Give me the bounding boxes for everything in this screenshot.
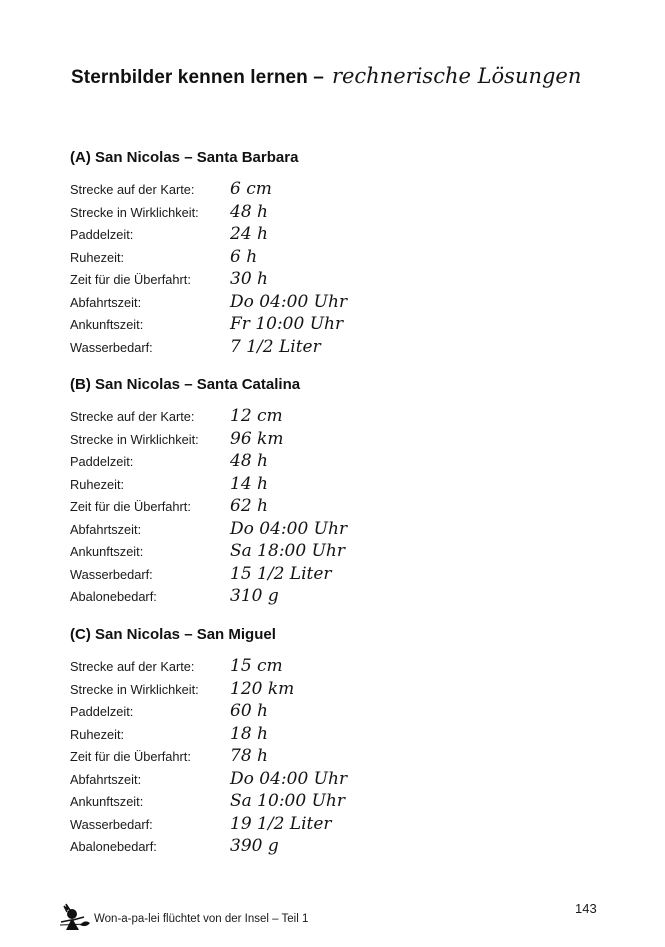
row-label: Wasserbedarf: bbox=[70, 566, 153, 582]
row-value: 62 h bbox=[230, 496, 268, 516]
answer-row bbox=[70, 814, 590, 837]
row-value: 7 1/2 Liter bbox=[230, 336, 321, 357]
page-footer bbox=[58, 903, 608, 931]
row-value: 30 h bbox=[230, 269, 268, 289]
section-b bbox=[70, 376, 590, 609]
title-printed: Sternbilder kennen lernen – bbox=[71, 67, 324, 88]
row-value: Do 04:00 Uhr bbox=[230, 291, 348, 312]
page-title bbox=[71, 64, 581, 89]
row-value: 48 h bbox=[230, 451, 268, 471]
row-value: Do 04:00 Uhr bbox=[230, 518, 348, 539]
answer-row bbox=[70, 247, 590, 270]
row-label: Strecke auf der Karte: bbox=[70, 409, 195, 424]
section-a bbox=[70, 149, 590, 359]
answer-row bbox=[70, 269, 590, 292]
row-value: 60 h bbox=[230, 701, 268, 721]
answer-row bbox=[70, 474, 590, 497]
footer-text: Won-a-pa-lei flüchtet von der Insel – Teil 1 bbox=[94, 913, 309, 925]
answer-row bbox=[70, 586, 590, 609]
row-value: 24 h bbox=[230, 224, 268, 244]
row-value: 96 km bbox=[230, 428, 284, 449]
row-value: Do 04:00 Uhr bbox=[230, 768, 348, 789]
answer-list bbox=[70, 179, 590, 359]
answer-row bbox=[70, 202, 590, 225]
row-value: 14 h bbox=[230, 473, 268, 494]
row-value: 15 1/2 Liter bbox=[230, 563, 332, 584]
row-label: Zeit für die Überfahrt: bbox=[70, 499, 191, 514]
row-label: Ruhezeit: bbox=[70, 249, 125, 265]
row-value: 19 1/2 Liter bbox=[230, 813, 332, 834]
row-label: Ankunftszeit: bbox=[70, 317, 144, 332]
answer-row bbox=[70, 496, 590, 519]
title-handwritten: rechnerische Lösungen bbox=[331, 64, 582, 88]
row-value: 15 cm bbox=[230, 656, 283, 676]
section-heading: (B) San Nicolas – Santa Catalina bbox=[70, 376, 301, 393]
row-label: Zeit für die Überfahrt: bbox=[70, 749, 191, 764]
row-label: Strecke in Wirklichkeit: bbox=[70, 431, 199, 447]
row-value: 48 h bbox=[230, 201, 268, 222]
answer-row bbox=[70, 179, 590, 202]
answer-row bbox=[70, 451, 590, 474]
answer-row bbox=[70, 519, 590, 542]
row-value: 18 h bbox=[230, 723, 268, 744]
answer-row bbox=[70, 724, 590, 747]
row-value: 390 g bbox=[230, 836, 279, 856]
section-heading: (C) San Nicolas – San Miguel bbox=[70, 626, 276, 643]
row-label: Paddelzeit: bbox=[70, 704, 134, 719]
answer-row bbox=[70, 292, 590, 315]
section-heading: (A) San Nicolas – Santa Barbara bbox=[70, 149, 299, 166]
row-label: Zeit für die Überfahrt: bbox=[70, 272, 191, 287]
row-value: 6 h bbox=[230, 246, 258, 267]
row-label: Paddelzeit: bbox=[70, 454, 134, 469]
row-label: Abfahrtszeit: bbox=[70, 771, 142, 787]
row-value: 12 cm bbox=[230, 406, 283, 426]
row-label: Wasserbedarf: bbox=[70, 816, 153, 832]
row-value: 120 km bbox=[230, 678, 295, 699]
row-value: Fr 10:00 Uhr bbox=[230, 314, 344, 334]
row-label: Paddelzeit: bbox=[70, 227, 134, 242]
answer-row bbox=[70, 701, 590, 724]
row-label: Ruhezeit: bbox=[70, 726, 125, 742]
row-value: 78 h bbox=[230, 746, 268, 766]
answer-row bbox=[70, 406, 590, 429]
row-label: Strecke in Wirklichkeit: bbox=[70, 204, 199, 220]
row-label: Abfahrtszeit: bbox=[70, 521, 142, 537]
answer-row bbox=[70, 541, 590, 564]
answer-row bbox=[70, 769, 590, 792]
row-label: Wasserbedarf: bbox=[70, 339, 153, 355]
row-label: Ruhezeit: bbox=[70, 476, 125, 492]
section-c bbox=[70, 626, 590, 859]
row-label: Ankunftszeit: bbox=[70, 544, 144, 559]
row-value: Sa 10:00 Uhr bbox=[230, 791, 345, 811]
answer-row bbox=[70, 314, 590, 337]
answer-row bbox=[70, 679, 590, 702]
girl-mascot-icon bbox=[58, 903, 92, 931]
row-label: Ankunftszeit: bbox=[70, 794, 144, 809]
row-label: Strecke auf der Karte: bbox=[70, 182, 195, 197]
row-value: 6 cm bbox=[230, 179, 272, 199]
answer-row bbox=[70, 224, 590, 247]
row-label: Abalonebedarf: bbox=[70, 589, 157, 604]
row-value: 310 g bbox=[230, 586, 279, 606]
answer-row bbox=[70, 746, 590, 769]
answer-row bbox=[70, 429, 590, 452]
row-value: Sa 18:00 Uhr bbox=[230, 541, 345, 561]
answer-list bbox=[70, 656, 590, 859]
answer-row bbox=[70, 791, 590, 814]
answer-row bbox=[70, 337, 590, 360]
answer-list bbox=[70, 406, 590, 609]
row-label: Abfahrtszeit: bbox=[70, 294, 142, 310]
answer-row bbox=[70, 564, 590, 587]
answer-row bbox=[70, 836, 590, 859]
row-label: Strecke auf der Karte: bbox=[70, 659, 195, 674]
row-label: Abalonebedarf: bbox=[70, 839, 157, 854]
row-label: Strecke in Wirklichkeit: bbox=[70, 681, 199, 697]
page-number: 143 bbox=[575, 901, 597, 916]
answer-row bbox=[70, 656, 590, 679]
